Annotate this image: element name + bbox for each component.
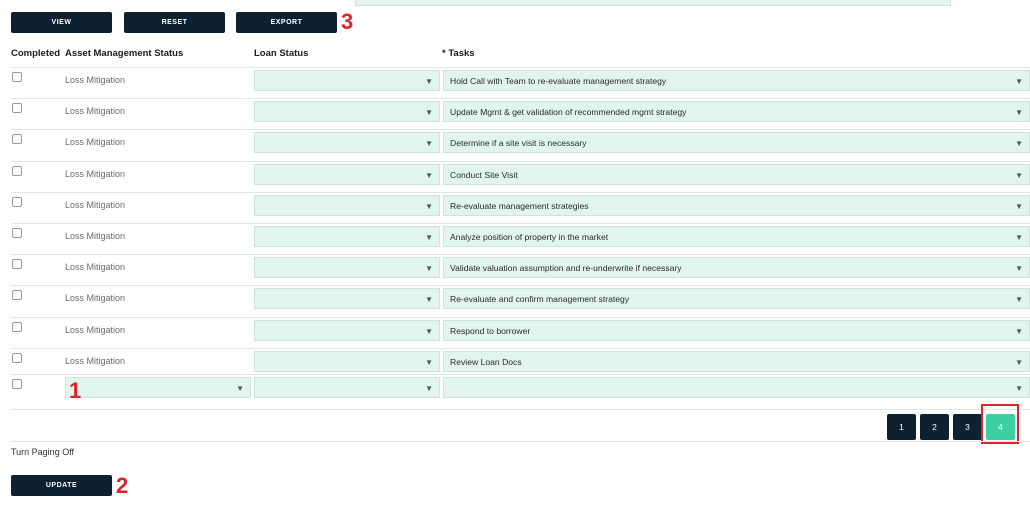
chevron-down-icon: ▼ (425, 295, 433, 305)
task-select[interactable] (443, 377, 1030, 398)
asset-status-text: Loss Mitigation (65, 262, 126, 273)
completed-checkbox[interactable] (12, 103, 22, 113)
top-filter-strip (355, 0, 951, 6)
asset-status-text: Loss Mitigation (65, 168, 126, 179)
new-task-row (11, 374, 1030, 406)
table-row (11, 254, 1030, 286)
header-loan-status: Loan Status (254, 48, 309, 59)
task-select[interactable]: Hold Call with Team to re-evaluate management strategy ▼ (443, 70, 1030, 91)
chevron-down-icon: ▼ (1015, 326, 1023, 336)
completed-checkbox[interactable] (12, 290, 22, 300)
header-completed: Completed (11, 48, 61, 59)
completed-checkbox[interactable] (12, 134, 22, 144)
annotation-2: 2 (116, 473, 129, 498)
page-button-2[interactable]: 2 (920, 414, 949, 440)
turn-paging-off-link[interactable]: Turn Paging Off (11, 447, 75, 457)
chevron-down-icon: ▼ (236, 384, 244, 393)
loan-status-select[interactable] (254, 257, 440, 278)
header-asset-status: Asset Management Status (65, 48, 184, 59)
completed-checkbox[interactable] (12, 166, 22, 176)
loan-status-select[interactable] (254, 320, 440, 341)
chevron-down-icon: ▼ (425, 384, 433, 393)
task-select[interactable]: Re-evaluate and confirm management strategy ▼ (443, 288, 1030, 309)
chevron-down-icon: ▼ (425, 326, 433, 336)
update-button[interactable]: UPDATE (11, 475, 112, 496)
view-button[interactable]: VIEW (11, 12, 112, 33)
task-select[interactable]: Review Loan Docs ▼ (443, 351, 1030, 372)
chevron-down-icon: ▼ (425, 233, 433, 242)
asset-status-text: Loss Mitigation (65, 293, 126, 304)
asset-status-text: Loss Mitigation (65, 199, 126, 210)
chevron-down-icon: ▼ (1015, 233, 1023, 242)
chevron-down-icon: ▼ (1015, 108, 1023, 118)
chevron-down-icon: ▼ (1015, 170, 1023, 180)
asset-status-text: Loss Mitigation (65, 106, 126, 117)
task-select[interactable]: Conduct Site Visit ▼ (443, 164, 1030, 185)
chevron-down-icon: ▼ (425, 170, 433, 180)
chevron-down-icon: ▼ (1015, 384, 1023, 393)
chevron-down-icon: ▼ (425, 139, 433, 149)
loan-status-select[interactable] (254, 195, 440, 216)
asset-status-text: Loss Mitigation (65, 324, 126, 335)
chevron-down-icon: ▼ (1015, 295, 1023, 305)
task-select[interactable]: Respond to borrower ▼ (443, 320, 1030, 341)
page-button-3[interactable]: 3 (953, 414, 982, 440)
task-select[interactable]: Determine if a site visit is necessary ▼ (443, 132, 1030, 153)
table-row (11, 285, 1030, 317)
chevron-down-icon: ▼ (1015, 201, 1023, 211)
asset-status-select[interactable] (65, 377, 251, 398)
task-select[interactable]: Validate valuation assumption and re-underwrite if necessary ▼ (443, 257, 1030, 278)
export-button[interactable]: EXPORT (236, 12, 337, 33)
chevron-down-icon: ▼ (425, 201, 433, 211)
annotation-1: 1 (69, 378, 82, 403)
page-button-1[interactable]: 1 (887, 414, 916, 440)
loan-status-select[interactable] (254, 132, 440, 153)
chevron-down-icon: ▼ (1015, 264, 1023, 274)
loan-status-select[interactable] (254, 351, 440, 372)
completed-checkbox[interactable] (12, 72, 22, 82)
task-select[interactable]: Update Mgmt & get validation of recommended mgmt strategy ▼ (443, 101, 1030, 122)
chevron-down-icon: ▼ (1015, 139, 1023, 149)
loan-status-select[interactable] (254, 377, 440, 398)
header-tasks: * Tasks (442, 48, 475, 59)
loan-status-select[interactable] (254, 164, 440, 185)
completed-checkbox[interactable] (12, 353, 22, 363)
table-row (11, 317, 1030, 349)
completed-checkbox[interactable] (12, 379, 22, 389)
table-row (11, 129, 1030, 161)
table-row (11, 192, 1030, 224)
chevron-down-icon: ▼ (425, 108, 433, 118)
loan-status-select[interactable] (254, 226, 440, 247)
asset-status-text: Loss Mitigation (65, 355, 126, 366)
divider (11, 409, 1030, 410)
chevron-down-icon: ▼ (425, 77, 433, 86)
completed-checkbox[interactable] (12, 322, 22, 332)
chevron-down-icon: ▼ (1015, 357, 1023, 367)
table-row (11, 223, 1030, 255)
loan-status-select[interactable] (254, 288, 440, 309)
chevron-down-icon: ▼ (425, 264, 433, 274)
table-row (11, 98, 1030, 130)
table-row (11, 67, 1030, 99)
page-button-4[interactable]: 4 (986, 414, 1015, 440)
annotation-3: 3 (341, 9, 354, 34)
loan-status-select[interactable] (254, 101, 440, 122)
divider (11, 441, 1030, 442)
chevron-down-icon: ▼ (425, 357, 433, 367)
chevron-down-icon: ▼ (1015, 77, 1023, 86)
task-select[interactable]: Re-evaluate management strategies ▼ (443, 195, 1030, 216)
asset-status-text: Loss Mitigation (65, 137, 126, 148)
loan-status-select[interactable] (254, 70, 440, 91)
asset-status-text: Loss Mitigation (65, 75, 126, 85)
task-select[interactable]: Analyze position of property in the market ▼ (443, 226, 1030, 247)
reset-button[interactable]: RESET (124, 12, 225, 33)
completed-checkbox[interactable] (12, 259, 22, 269)
completed-checkbox[interactable] (12, 228, 22, 238)
asset-status-text: Loss Mitigation (65, 231, 126, 241)
highlight-box (981, 404, 1019, 444)
table-row (11, 161, 1030, 193)
completed-checkbox[interactable] (12, 197, 22, 207)
